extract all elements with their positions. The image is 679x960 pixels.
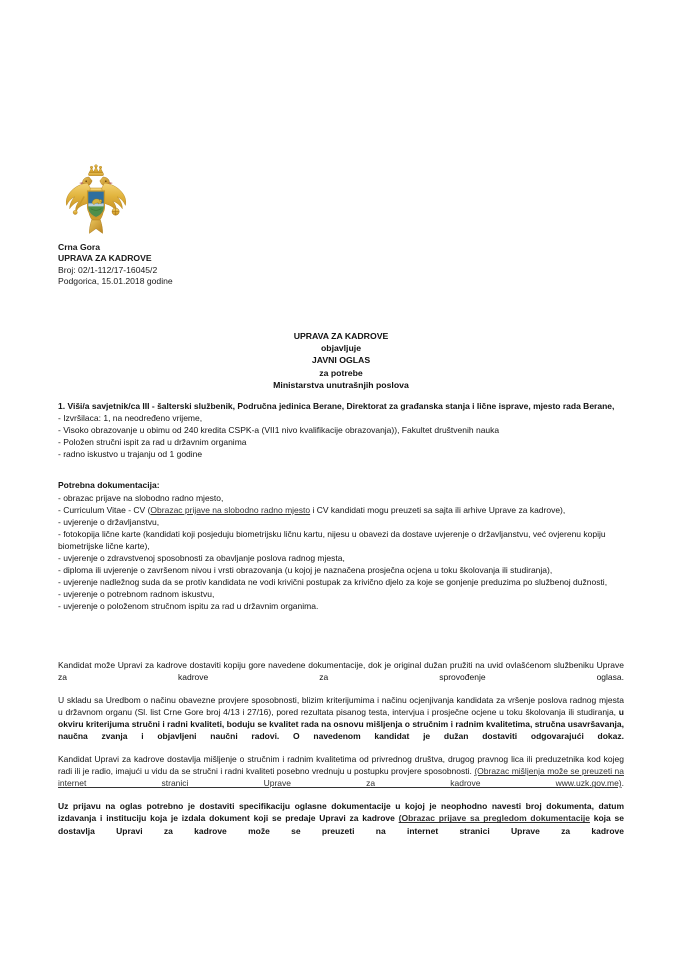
announcement-title-block (58, 330, 624, 391)
documentation-item (58, 504, 624, 516)
letterhead (58, 162, 358, 288)
title-line-publishes: objavljuje (320, 343, 362, 354)
documentation-item-prefix: - Curriculum Vitae - CV ( (58, 504, 151, 515)
position-bullet: - radno iskustvo u trajanju od 1 godine (58, 449, 203, 460)
documentation-heading: Potrebna dokumentacija: (58, 480, 160, 491)
title-line-ministry: Ministarstva unutrašnjih poslova (273, 379, 409, 390)
title-line-for-needs: za potrebe (319, 367, 363, 378)
opinion-form-link[interactable]: (Obrazac mišljenja može se preuzeti na internet stranici Uprave za kadrove www.uzk.gov.me) (58, 766, 624, 789)
position-bullet: - Izvršilaca: 1, na neodređeno vrijeme, (58, 413, 203, 424)
documentation-item: - uvjerenje nadležnog suda da se protiv kandidata ne vodi krivični postupak za krivično djelo za koje se gonjenje preduzima po službenoj dužnosti, (58, 577, 608, 588)
letterhead-place-date: Podgorica, 15.01.2018 godine (58, 276, 173, 287)
document-body (58, 400, 624, 837)
application-with-overview-link[interactable]: (Obrazac prijave sa pregledom dokumentacije (398, 813, 590, 824)
application-form-link[interactable]: Obrazac prijave na slobodno radno mjesto (150, 504, 311, 515)
position-heading (58, 400, 624, 412)
documentation-item: - uvjerenje o potrebnom radnom iskustvu, (58, 589, 215, 600)
position-heading-text: 1. Viši/a savjetnik/ca III - šalterski službenik, Područna jedinica Berane, Direktorat za građanska stanja i lične isprave, mjesto rada Berane (58, 401, 613, 411)
paragraph-opinion-text: Kandidat Upravi za kadrove dostavlja mišljenje o stručnim i radnim kvalitetima od privrednog društva, drugog pravnog lica ili preduzetnika kod kojeg radi ili je radio, imajući u vidu da se stručni i radni kvaliteti posebno vrednuju u postupku provjere sposobnosti. (58, 754, 624, 777)
paragraph-specification-requirement (58, 800, 624, 836)
title-line-authority: UPRAVA ZA KADROVE (293, 331, 389, 341)
documentation-item-suffix: i CV kandidati mogu preuzeti sa sajta ili arhive Uprave za kadrove), (310, 504, 566, 515)
letterhead-country: Crna Gora (58, 242, 101, 252)
letterhead-institution: UPRAVA ZA KADROVE (58, 253, 152, 264)
documentation-item: - uvjerenje o zdravstvenoj sposobnosti za obavljanje poslova radnog mjesta, (58, 553, 345, 564)
position-heading-suffix: , (612, 401, 615, 411)
title-line-public-advertisement: JAVNI OGLAS (311, 355, 371, 366)
montenegro-coat-of-arms-icon (62, 162, 130, 236)
documentation-item: - fotokopija lične karte (kandidati koji posjeduju biometrijsku ličnu kartu, nijesu u obavezi da dostave uvjerenje o državljanstvu, već ovjerenu kopiju biometrijske lične karte), (58, 528, 606, 551)
paragraph-specification-suffix: koja se dostavlja Upravi za kadrove može se preuzeti na internet stranici Uprave za kadrove (58, 813, 624, 836)
position-bullet: - Položen stručni ispit za rad u državnim organima (58, 437, 247, 448)
documentation-item: - obrazac prijave na slobodno radno mjesto, (58, 492, 224, 503)
paragraph-specification-bold: Uz prijavu na oglas potrebno je dostaviti specifikaciju oglasne dokumentacije u kojoj je neophodno navesti broj dokumenta, datum izdavanja i instituciju koja je izdala dokument koji se predaje Upravi za kadrove (58, 801, 624, 824)
paragraph-opinion-submission (58, 753, 624, 789)
paragraph-evaluation-normal: U skladu sa Uredbom o načinu obavezne provjere sposobnosti, blizim kriterijumima i načinu ocjenjivanja kandidata za vršenje poslova radnog mjesta u državnom organu (Sl. list Crne Gore broj 4/13 i 27/16), pored rezultata pisanog testa, intervjua i prosječne ocjene u toku školovanja ili studiranja, (58, 694, 624, 717)
position-bullet: - Visoko obrazovanje u obimu od 240 kredita CSPK-a (VII1 nivo kvalifikacije obrazovanja)), Fakultet društvenih nauka (58, 425, 500, 436)
documentation-item: - uvjerenje o položenom stručnom ispitu za rad u državnim organima. (58, 601, 319, 612)
paragraph-copy-original: Kandidat može Upravi za kadrove dostaviti kopiju gore navedene dokumentacije, dok je original dužan pružiti na uvid ovlašćenom službeniku Uprave za kadrove za sprovođenje oglasa. (58, 659, 624, 682)
documentation-item: - diploma ili uvjerenje o završenom nivou i vrsti obrazovanja (u kojoj je naznačena prosječna ocjena u toku školovanja ili studiranja), (58, 565, 553, 576)
documentation-item: - uvjerenje o državljanstvu, (58, 516, 160, 527)
paragraph-evaluation-criteria (58, 694, 624, 742)
paragraph-opinion-tail: . (621, 778, 624, 789)
paragraph-evaluation-bold: u okviru kriterijuma stručni i radni kvaliteti, boduju se kvalitet rada na osnovu mišljenja o stručnim i radnim kvalitetima, stručna usavršavanja, naučna zvanja i objavljeni naučni radovi. O navedenom kandidat je dužan dostaviti odgovarajući dokaz. (58, 706, 624, 741)
letterhead-reference: Broj: 02/1-112/17-16045/2 (58, 264, 158, 275)
